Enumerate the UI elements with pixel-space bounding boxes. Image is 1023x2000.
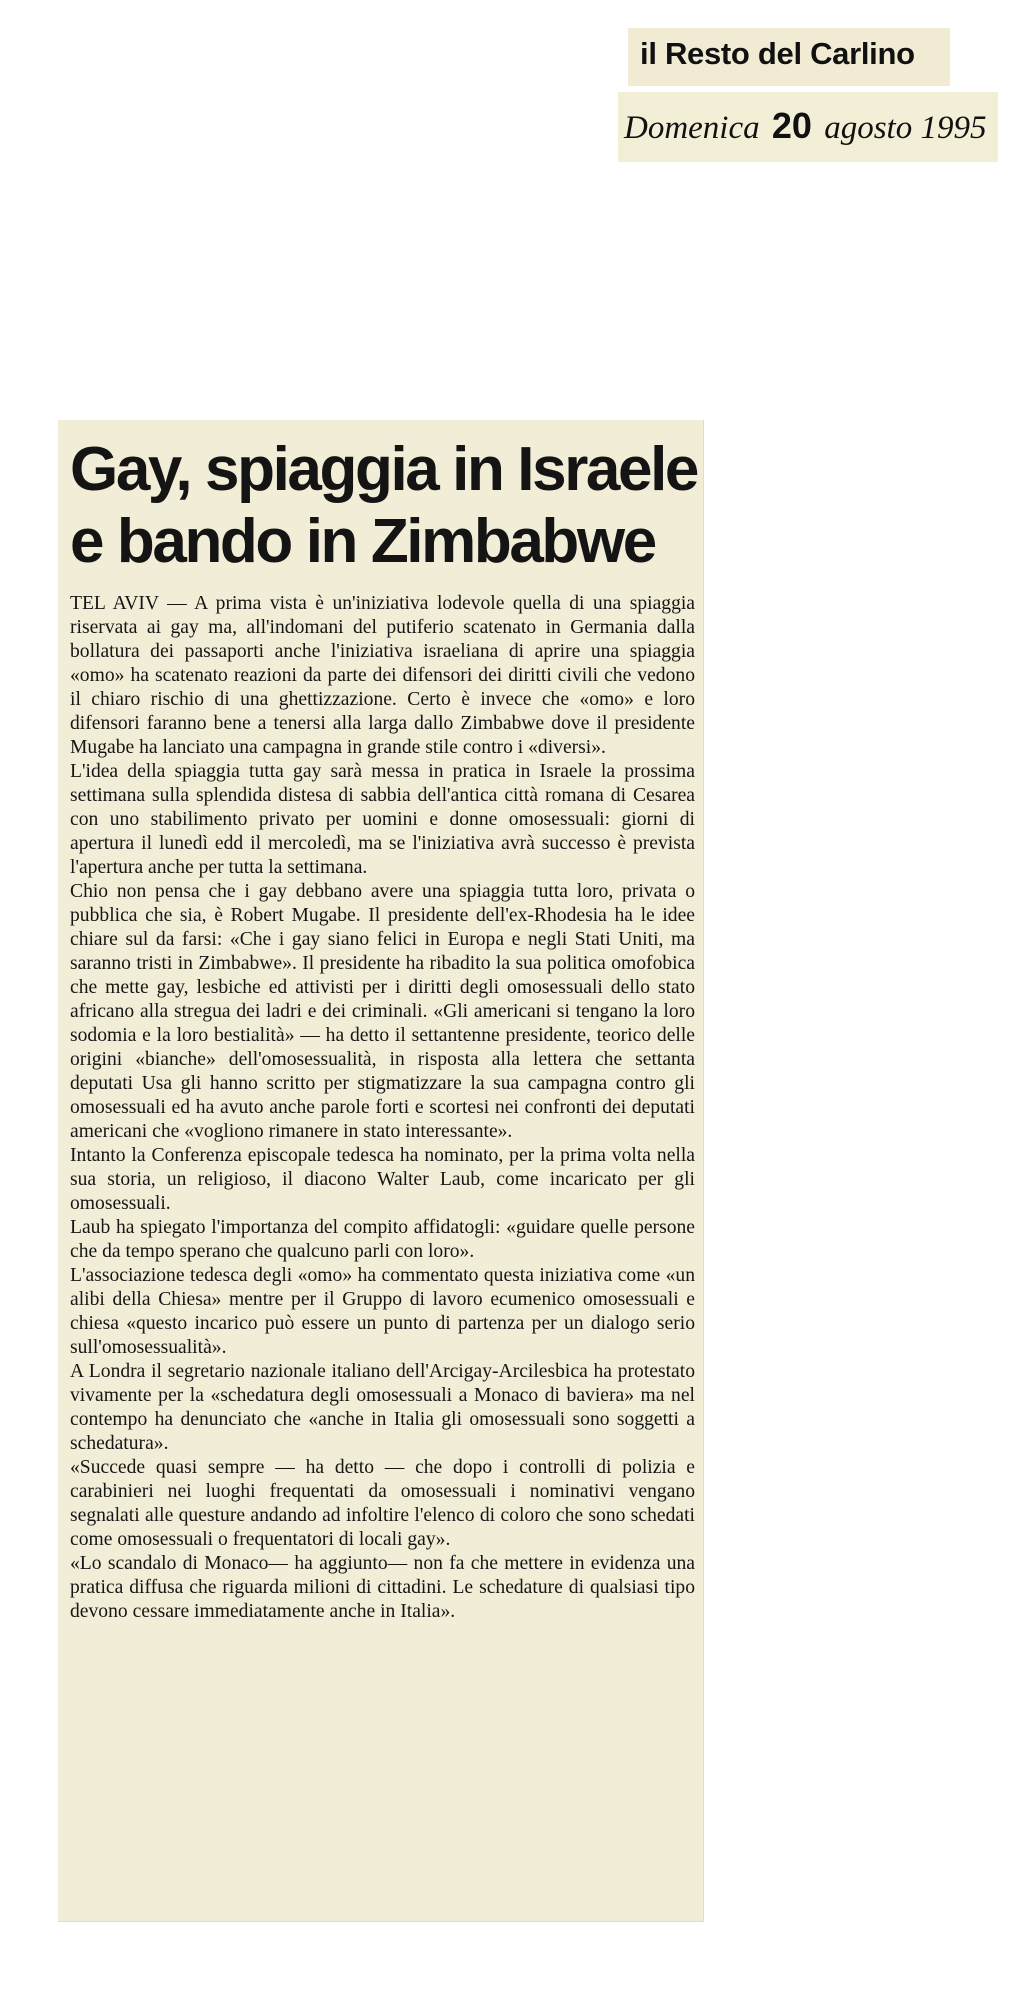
article-paragraph: «Succede quasi sempre — ha detto — che dopo i controlli di polizia e carabinieri nei luoghi frequentati da omosessuali i nominativi vengano segnalati alle questure andando ad infoltire l'elenco di coloro che sono schedati come omosessuali o frequentatori di locali gay». bbox=[70, 1457, 695, 1550]
article-headline bbox=[70, 434, 698, 578]
article-paragraph: L'idea della spiaggia tutta gay sarà messa in pratica in Israele la prossima settimana sulla splendida distesa di sabbia dell'antica città romana di Cesarea con uno stabilimento privato per uomini e donne omosessuali: giorni di apertura il lunedì edd il mercoledì, ma se l'iniziativa avrà successo è prevista l'apertura anche per tutta la settimana. bbox=[70, 761, 695, 878]
article-paragraph: A Londra il segretario nazionale italiano dell'Arcigay-Arcilesbica ha protestato vivamente per la «schedatura degli omosessuali a Monaco di baviera» ma nel contempo ha denunciato che «anche in Italia gli omosessuali sono soggetti a schedatura». bbox=[70, 1361, 695, 1454]
newspaper-name: il Resto del Carlino bbox=[628, 28, 950, 86]
article-paragraph: Chio non pensa che i gay debbano avere una spiaggia tutta loro, privata o pubblica che sia, è Robert Mugabe. Il presidente dell'ex-Rhodesia ha le idee chiare sul da farsi: «Che i gay siano felici in Europa e negli Stati Uniti, ma saranno tristi in Zimbabwe». Il presidente ha ribadito la sua politica omofobica che mette gay, lesbiche ed attivisti per i diritti degli omosessuali dello stato africano alla stregua dei ladri e dei criminali. «Gli americani si tengano la loro sodomia e la loro bestialità» — ha detto il settantenne presidente, teorico delle origini «bianche» dell'omosessualità, in risposta alla lettera che settanta deputati Usa gli hanno scritto per stigmatizzare la sua campagna contro gli omosessuali ed ha avuto anche parole forti e scortesi nei confronti dei deputati americani che «vogliono rimanere in stato interessante». bbox=[70, 881, 695, 1142]
headline-line-1: Gay, spiaggia in Israele bbox=[70, 435, 698, 504]
article-paragraph: L'associazione tedesca degli «omo» ha commentato questa iniziativa come «un alibi della Chiesa» mentre per il Gruppo di lavoro ecumenico omosessuali e chiesa «questo incarico può essere un punto di partenza per un dialogo serio sull'omosessualità». bbox=[70, 1265, 695, 1358]
date-weekday: Domenica bbox=[624, 110, 760, 146]
article-paragraph: TEL AVIV — A prima vista è un'iniziativa lodevole quella di una spiaggia riservata ai gay ma, all'indomani del putiferio scatenato in Germania dalla bollatura dei passaporti anche l'iniziativa israeliana di aprire una spiaggia «omo» ha scatenato reazioni da parte dei difensori dei diritti civili che vedono il chiaro rischio di una ghettizzazione. Certo è invece che «omo» e loro difensori faranno bene a tenersi alla larga dallo Zimbabwe dove il presidente Mugabe ha lanciato una campagna in grande stile contro i «diversi». bbox=[70, 593, 695, 758]
article-clipping bbox=[58, 420, 704, 1922]
article-paragraph: Laub ha spiegato l'importanza del compito affidatogli: «guidare quelle persone che da tempo sperano che qualcuno parli con loro». bbox=[70, 1217, 695, 1262]
date-month-year: agosto 1995 bbox=[824, 110, 987, 146]
article-paragraph: Intanto la Conferenza episcopale tedesca ha nominato, per la prima volta nella sua storia, un religioso, il diacono Walter Laub, come incaricato per gli omosessuali. bbox=[70, 1145, 695, 1214]
publication-date bbox=[618, 92, 998, 162]
article-body bbox=[70, 592, 695, 1624]
article-paragraph: «Lo scandalo di Monaco— ha aggiunto— non fa che mettere in evidenza una pratica diffusa che riguarda milioni di cittadini. Le schedature di qualsiasi tipo devono cessare immediatamente anche in Italia». bbox=[70, 1553, 695, 1622]
date-day: 20 bbox=[771, 105, 812, 146]
headline-line-2: e bando in Zimbabwe bbox=[70, 507, 655, 576]
